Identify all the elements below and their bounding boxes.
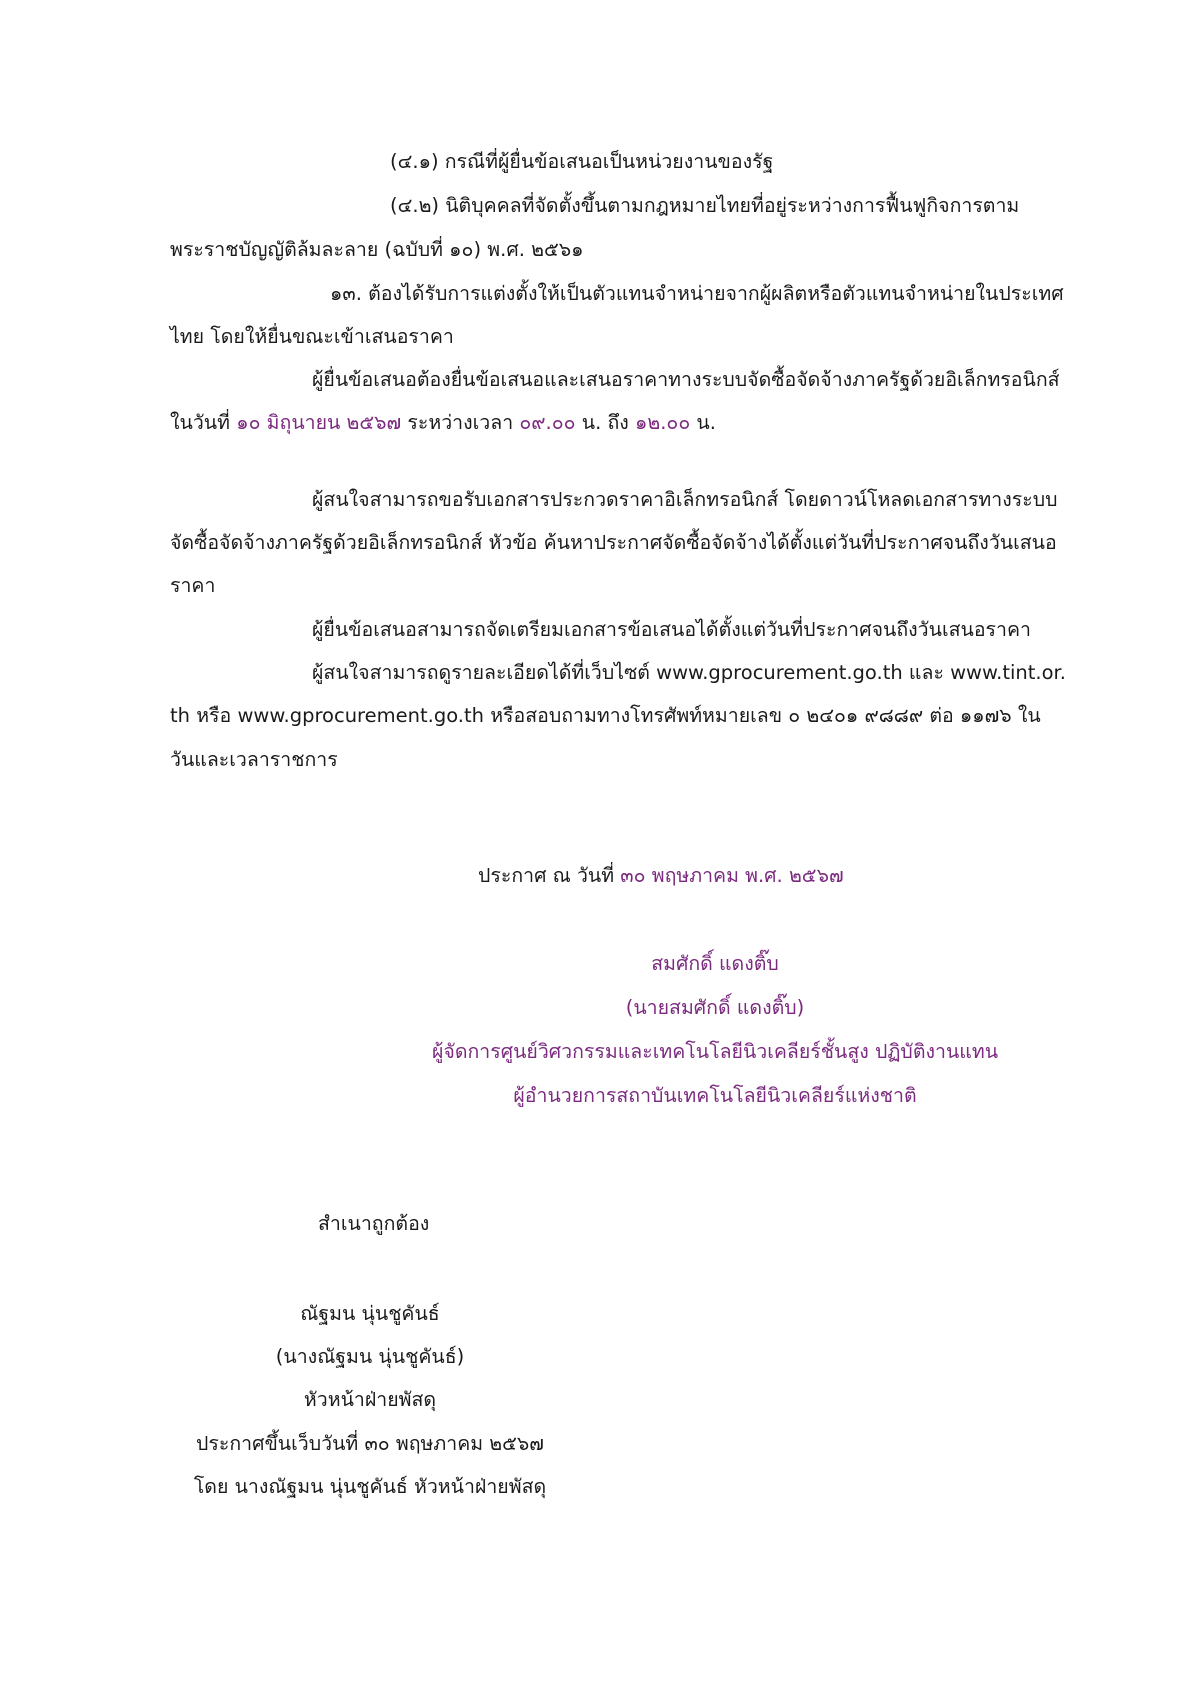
posted-by: โดย นางณัฐมน นุ่นชูคันธ์ หัวหน้าฝ่ายพัสดุ bbox=[193, 1475, 547, 1498]
submission-suffix: น. bbox=[690, 411, 716, 434]
submission-time-start: ๐๙.๐๐ bbox=[519, 411, 576, 434]
certifier-name: ณัฐมน นุ่นชูคันธ์ bbox=[300, 1302, 440, 1325]
signatory-position-line1: ผู้จัดการศูนย์วิศวกรรมและเทคโนโลยีนิวเคลียร์ชั้นสูง ปฏิบัติงานแทน bbox=[431, 1040, 999, 1063]
clause-4-1: (๔.๑) กรณีที่ผู้ยื่นข้อเสนอเป็นหน่วยงานของรัฐ bbox=[390, 150, 774, 173]
documents-paragraph-line3: ราคา bbox=[170, 574, 216, 597]
clause-4-2-line2: พระราชบัญญัติล้มละลาย (ฉบับที่ ๑๐) พ.ศ. ๒๕๖๑ bbox=[170, 238, 584, 261]
certified-copy-label: สำเนาถูกต้อง bbox=[318, 1212, 430, 1235]
documents-paragraph-line1: ผู้สนใจสามารถขอรับเอกสารประกวดราคาอิเล็กทรอนิกส์ โดยดาวน์โหลดเอกสารทางระบบ bbox=[312, 488, 1058, 511]
announcement-date-line bbox=[478, 866, 844, 886]
signatory-position-line2: ผู้อำนวยการสถาบันเทคโนโลยีนิวเคลียร์แห่งชาติ bbox=[513, 1084, 917, 1107]
contact-paragraph-line1: ผู้สนใจสามารถดูรายละเอียดได้ที่เว็บไซต์ www.gprocurement.go.th และ www.tint.or. bbox=[312, 661, 1066, 684]
certifier-full-name: (นางณัฐมน นุ่นชูคันธ์) bbox=[275, 1345, 465, 1368]
submission-date-prefix: ในวันที่ bbox=[170, 411, 237, 434]
submission-between-label: ระหว่างเวลา bbox=[401, 411, 520, 434]
posted-on-date: ประกาศขึ้นเว็บวันที่ ๓๐ พฤษภาคม ๒๕๖๗ bbox=[196, 1432, 544, 1455]
preparation-paragraph: ผู้ยื่นข้อเสนอสามารถจัดเตรียมเอกสารข้อเสนอได้ตั้งแต่วันที่ประกาศจนถึงวันเสนอราคา bbox=[312, 618, 1031, 641]
clause-13-line1: ๑๓. ต้องได้รับการแต่งตั้งให้เป็นตัวแทนจำหน่ายจากผู้ผลิตหรือตัวแทนจำหน่ายในประเทศ bbox=[330, 282, 1064, 305]
documents-paragraph-line2: จัดซื้อจัดจ้างภาครัฐด้วยอิเล็กทรอนิกส์ หัวข้อ ค้นหาประกาศจัดซื้อจัดจ้างได้ตั้งแต่วันที่ประกาศจนถึงวันเสนอ bbox=[170, 531, 1057, 554]
submission-time-end: ๑๒.๐๐ bbox=[635, 411, 691, 434]
signatory-full-name: (นายสมศักดิ์ แดงติ๊บ) bbox=[625, 996, 805, 1019]
submission-date: ๑๐ มิถุนายน ๒๕๖๗ bbox=[236, 411, 402, 434]
contact-paragraph-line2: th หรือ www.gprocurement.go.th หรือสอบถามทางโทรศัพท์หมายเลข ๐ ๒๔๐๑ ๙๘๘๙ ต่อ ๑๑๗๖ ใน bbox=[170, 704, 1041, 727]
signatory-name: สมศักดิ์ แดงติ๊บ bbox=[651, 952, 779, 975]
clause-13-line2: ไทย โดยให้ยื่นขณะเข้าเสนอราคา bbox=[170, 325, 454, 348]
announcement-prefix: ประกาศ ณ วันที่ bbox=[478, 864, 621, 887]
contact-paragraph-line3: วันและเวลาราชการ bbox=[170, 748, 338, 771]
clause-4-2-line1: (๔.๒) นิติบุคคลที่จัดตั้งขึ้นตามกฎหมายไทยที่อยู่ระหว่างการฟื้นฟูกิจการตาม bbox=[390, 194, 1020, 217]
submission-paragraph-line2 bbox=[170, 413, 716, 433]
announcement-date: ๓๐ พฤษภาคม พ.ศ. ๒๕๖๗ bbox=[620, 864, 844, 887]
certifier-position: หัวหน้าฝ่ายพัสดุ bbox=[303, 1388, 437, 1411]
submission-to-label: น. ถึง bbox=[575, 411, 635, 434]
submission-paragraph-line1: ผู้ยื่นข้อเสนอต้องยื่นข้อเสนอและเสนอราคาทางระบบจัดซื้อจัดจ้างภาครัฐด้วยอิเล็กทรอนิกส์ bbox=[312, 368, 1060, 391]
